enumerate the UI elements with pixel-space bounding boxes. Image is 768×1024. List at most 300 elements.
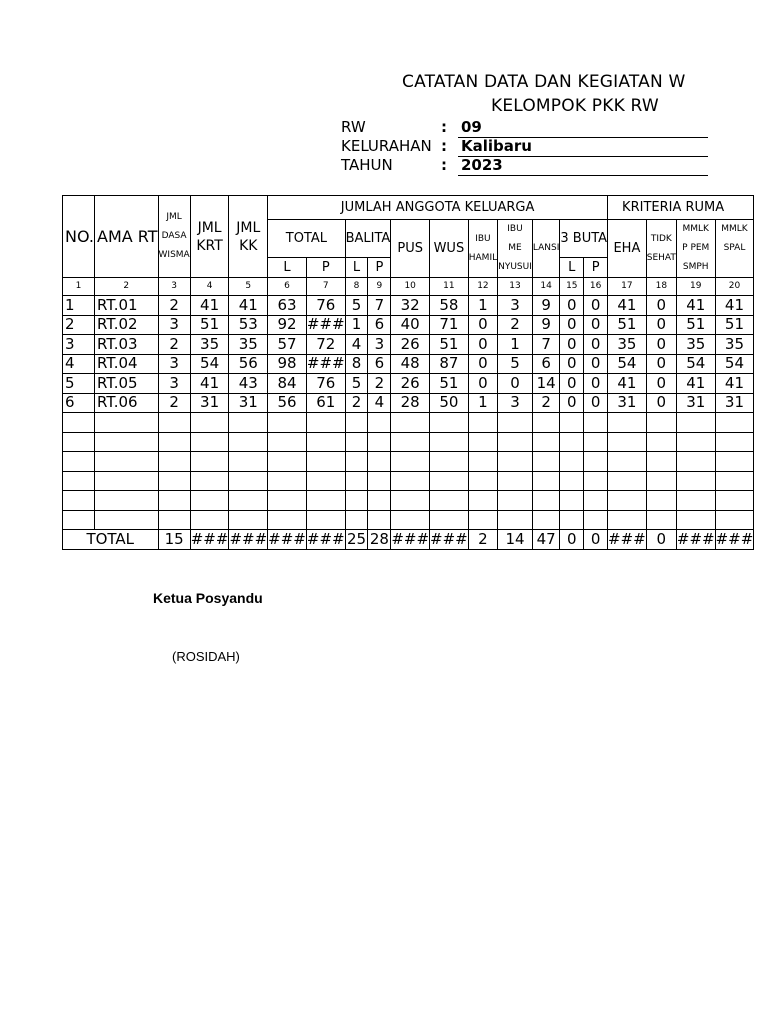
cell-kk: 41 (229, 296, 268, 316)
cell-tp: ### (306, 315, 345, 334)
cell-no: 4 (63, 354, 95, 374)
header-ibu-hamil (468, 220, 497, 278)
cell-hamil: 1 (468, 393, 497, 413)
empty-row (63, 432, 754, 452)
rw-colon: : (441, 118, 447, 136)
total-cell-hamil: 2 (468, 530, 497, 550)
header-balita-p: P (368, 257, 391, 277)
empty-cell (498, 413, 533, 433)
total-cell-tp: ### (306, 530, 345, 548)
tahun-colon: : (441, 156, 447, 174)
cell-wus: 51 (430, 374, 469, 394)
total-cell-spal: ### (715, 530, 754, 548)
cell-pem: 35 (676, 335, 715, 355)
empty-cell (560, 432, 584, 452)
header-ibu-menyusui-line2: ME (508, 243, 522, 253)
cell-pem: 54 (676, 354, 715, 374)
empty-cell (368, 491, 391, 511)
empty-cell (430, 491, 469, 511)
empty-cell (306, 452, 345, 472)
empty-cell (498, 510, 533, 530)
header-no: NO. (63, 196, 95, 278)
table-row (63, 335, 754, 355)
empty-row (63, 471, 754, 491)
cell-pem: 41 (676, 374, 715, 394)
header-3-buta: 3 BUTA (560, 220, 608, 258)
cell-bl3: 0 (560, 393, 584, 413)
cell-rt: RT.05 (95, 374, 159, 394)
cell-hamil: 0 (468, 354, 497, 374)
cell-sehat: 31 (608, 393, 647, 413)
header-mmlk-pem-line2: P PEM (682, 243, 710, 253)
cell-pus: 32 (391, 296, 430, 316)
cell-rt: RT.01 (95, 296, 159, 316)
empty-cell (95, 432, 159, 452)
cell-tsehat: 0 (646, 354, 676, 374)
cell-lansia: 2 (532, 393, 559, 413)
cell-lansia: 9 (532, 296, 559, 316)
header-balita: BALITA (345, 220, 391, 258)
empty-cell (95, 413, 159, 433)
cell-menyusui: 3 (498, 296, 533, 316)
header-balita-l: L (345, 257, 368, 277)
column-number: 5 (229, 278, 268, 296)
cell-tsehat: 0 (646, 296, 676, 316)
header-jml-krt-line1: JML (197, 219, 222, 236)
cell-bp: 6 (368, 354, 391, 374)
column-number: 9 (368, 278, 391, 296)
header-jml-kk-line2: KK (239, 237, 258, 254)
cell-pem: 51 (676, 315, 715, 335)
header-tidak-sehat-line1: TIDK (650, 233, 672, 244)
empty-cell (676, 432, 715, 452)
empty-cell (676, 413, 715, 433)
empty-cell (158, 510, 190, 530)
total-cell-krt: ### (190, 530, 229, 548)
table-row (63, 296, 754, 316)
empty-cell (345, 452, 368, 472)
table-row (63, 315, 754, 335)
cell-bl3: 0 (560, 374, 584, 394)
report-subtitle: KELOMPOK PKK RW (491, 96, 659, 116)
cell-spal: 41 (715, 374, 754, 394)
column-number: 17 (608, 278, 647, 296)
header-ibu-hamil-line1: IBU (475, 233, 491, 244)
empty-cell (368, 510, 391, 530)
column-number: 3 (158, 278, 190, 296)
cell-dasa: 2 (158, 335, 190, 355)
header-nama-rt: AMA RT (95, 196, 159, 278)
empty-cell (190, 510, 229, 530)
cell-bp: 2 (368, 374, 391, 394)
cell-spal: 54 (715, 354, 754, 374)
cell-no: 5 (63, 374, 95, 394)
empty-row (63, 452, 754, 472)
cell-lansia: 6 (532, 354, 559, 374)
cell-bp3: 0 (584, 315, 608, 335)
cell-sehat: 41 (608, 374, 647, 394)
header-mmlk-spal (715, 220, 754, 278)
column-number: 16 (584, 278, 608, 296)
cell-wus: 87 (430, 354, 469, 374)
table-row (63, 393, 754, 413)
header-wus: WUS (430, 220, 469, 278)
empty-cell (468, 510, 497, 530)
empty-cell (368, 471, 391, 491)
empty-cell (268, 491, 307, 511)
empty-cell (63, 471, 95, 491)
column-number: 11 (430, 278, 469, 296)
column-number: 20 (715, 278, 754, 296)
total-cell-tsehat: 0 (646, 530, 676, 550)
column-number: 10 (391, 278, 430, 296)
header-3buta-l: L (560, 257, 584, 277)
tahun-value: 2023 (461, 156, 503, 174)
empty-cell (715, 413, 754, 433)
cell-wus: 71 (430, 315, 469, 335)
empty-cell (345, 491, 368, 511)
total-cell-dasa: 15 (158, 530, 190, 550)
cell-bp3: 0 (584, 296, 608, 316)
total-cell-bl: 25 (346, 530, 367, 548)
empty-cell (190, 491, 229, 511)
cell-menyusui: 0 (498, 374, 533, 394)
empty-cell (468, 432, 497, 452)
cell-hamil: 0 (468, 335, 497, 355)
cell-bl: 5 (345, 374, 368, 394)
header-ibu-menyusui-line1: IBU (507, 224, 523, 234)
empty-cell (268, 510, 307, 530)
column-number: 8 (345, 278, 368, 296)
total-label: TOTAL (63, 530, 159, 550)
cell-rt: RT.02 (95, 315, 159, 335)
cell-bl: 5 (345, 296, 368, 316)
header-mmlk-spal-line1: MMLK (721, 224, 748, 234)
cell-wus: 50 (430, 393, 469, 413)
empty-row (63, 413, 754, 433)
header-ibu-menyusui-line3: NYUSUI (498, 262, 532, 272)
empty-cell (345, 510, 368, 530)
empty-cell (268, 432, 307, 452)
cell-bl3: 0 (560, 335, 584, 355)
header-jml-kk (229, 196, 268, 278)
empty-cell (190, 432, 229, 452)
cell-no: 2 (63, 315, 95, 335)
cell-krt: 41 (190, 296, 229, 316)
cell-bp: 3 (368, 335, 391, 355)
empty-cell (306, 510, 345, 530)
cell-bl: 2 (345, 393, 368, 413)
empty-cell (608, 491, 647, 511)
cell-pus: 26 (391, 374, 430, 394)
cell-sehat: 54 (608, 354, 647, 374)
cell-bp: 4 (368, 393, 391, 413)
empty-cell (715, 432, 754, 452)
header-jml-krt-line2: KRT (196, 237, 223, 254)
total-cell-pem: ### (676, 530, 715, 548)
empty-cell (584, 413, 608, 433)
empty-cell (676, 452, 715, 472)
cell-bp: 7 (368, 296, 391, 316)
cell-bl: 1 (345, 315, 368, 335)
empty-cell (468, 491, 497, 511)
column-number: 12 (468, 278, 497, 296)
header-sehat: EHA (608, 220, 647, 278)
cell-krt: 54 (190, 354, 229, 374)
empty-cell (676, 510, 715, 530)
empty-cell (646, 432, 676, 452)
table-row (63, 354, 754, 374)
empty-cell (468, 471, 497, 491)
empty-cell (430, 432, 469, 452)
cell-sehat: 41 (608, 296, 647, 316)
empty-cell (646, 491, 676, 511)
empty-cell (391, 413, 430, 433)
cell-rt: RT.06 (95, 393, 159, 413)
cell-kk: 35 (229, 335, 268, 355)
header-mmlk-pem-line3: SMPH (682, 262, 709, 272)
cell-menyusui: 3 (498, 393, 533, 413)
empty-cell (229, 491, 268, 511)
cell-bl: 8 (345, 354, 368, 374)
empty-cell (158, 452, 190, 472)
header-jml-kk-line1: JML (236, 219, 261, 236)
cell-bp3: 0 (584, 354, 608, 374)
cell-bl3: 0 (560, 296, 584, 316)
header-mmlk-spal-line2: SPAL (723, 243, 746, 253)
report-title: CATATAN DATA DAN KEGIATAN W (402, 72, 686, 92)
cell-tsehat: 0 (646, 393, 676, 413)
cell-bp: 6 (368, 315, 391, 335)
cell-spal: 31 (715, 393, 754, 413)
cell-bl3: 0 (560, 354, 584, 374)
empty-cell (646, 413, 676, 433)
empty-cell (190, 471, 229, 491)
empty-cell (158, 432, 190, 452)
empty-cell (608, 452, 647, 472)
empty-row (63, 510, 754, 530)
cell-tsehat: 0 (646, 315, 676, 335)
total-cell-pus: ### (391, 530, 430, 548)
cell-kk: 43 (229, 374, 268, 394)
header-jml-dasa-line2: DASA (161, 231, 187, 241)
table-row (63, 374, 754, 394)
empty-cell (430, 452, 469, 472)
cell-sehat: 35 (608, 335, 647, 355)
header-kriteria-rumah: KRITERIA RUMA (608, 196, 754, 220)
signature-title: Ketua Posyandu (153, 590, 263, 606)
cell-tl: 57 (268, 335, 307, 355)
empty-cell (646, 471, 676, 491)
empty-cell (532, 471, 559, 491)
cell-dasa: 2 (158, 393, 190, 413)
header-jml-dasa-wisma (158, 196, 190, 278)
cell-wus: 58 (430, 296, 469, 316)
empty-cell (584, 510, 608, 530)
empty-cell (468, 452, 497, 472)
rw-label: RW (341, 118, 366, 136)
cell-krt: 51 (190, 315, 229, 335)
total-cell-bl3: 0 (560, 530, 584, 550)
empty-cell (560, 452, 584, 472)
empty-cell (391, 432, 430, 452)
cell-hamil: 0 (468, 315, 497, 335)
cell-tl: 63 (268, 296, 307, 316)
header-jumlah-anggota-keluarga: JUMLAH ANGGOTA KELUARGA (268, 196, 608, 220)
tahun-label: TAHUN (341, 156, 393, 174)
header-lansia: LANSI (532, 220, 559, 278)
empty-cell (229, 432, 268, 452)
empty-cell (498, 432, 533, 452)
empty-cell (306, 432, 345, 452)
empty-cell (368, 432, 391, 452)
empty-cell (608, 510, 647, 530)
cell-tp: 72 (306, 335, 345, 355)
cell-wus: 51 (430, 335, 469, 355)
empty-cell (190, 413, 229, 433)
signature-name: (ROSIDAH) (172, 649, 240, 664)
cell-kk: 31 (229, 393, 268, 413)
header-total: TOTAL (268, 220, 345, 258)
empty-cell (676, 491, 715, 511)
cell-tl: 92 (268, 315, 307, 335)
cell-dasa: 3 (158, 374, 190, 394)
empty-cell (498, 491, 533, 511)
cell-dasa: 3 (158, 315, 190, 335)
empty-cell (430, 413, 469, 433)
empty-cell (229, 452, 268, 472)
cell-krt: 41 (190, 374, 229, 394)
header-tidak-sehat-line2: SEHAT (646, 252, 676, 263)
total-cell-tl: ### (268, 530, 306, 548)
empty-cell (608, 471, 647, 491)
empty-cell (715, 491, 754, 511)
cell-bp3: 0 (584, 374, 608, 394)
empty-cell (345, 471, 368, 491)
rw-value: 09 (461, 118, 482, 136)
cell-lansia: 7 (532, 335, 559, 355)
cell-lansia: 9 (532, 315, 559, 335)
empty-cell (63, 510, 95, 530)
empty-cell (608, 413, 647, 433)
empty-cell (95, 491, 159, 511)
total-cell-kk: ### (229, 530, 268, 548)
cell-tp: 76 (306, 374, 345, 394)
empty-cell (430, 471, 469, 491)
empty-cell (430, 510, 469, 530)
header-3buta-p: P (584, 257, 608, 277)
empty-cell (306, 471, 345, 491)
empty-cell (498, 452, 533, 472)
column-number: 13 (498, 278, 533, 296)
total-cell-bp: 28 (369, 530, 389, 548)
cell-no: 3 (63, 335, 95, 355)
empty-cell (63, 432, 95, 452)
empty-cell (584, 491, 608, 511)
empty-cell (646, 510, 676, 530)
empty-cell (532, 491, 559, 511)
empty-cell (63, 413, 95, 433)
header-mmlk-pem-line1: MMLK (682, 224, 709, 234)
kelurahan-colon: : (441, 137, 447, 155)
empty-cell (532, 413, 559, 433)
header-mmlk-pem-smph (676, 220, 715, 278)
tahun-underline (458, 175, 708, 176)
empty-cell (715, 471, 754, 491)
cell-spal: 35 (715, 335, 754, 355)
empty-cell (268, 471, 307, 491)
kelurahan-label: KELURAHAN (341, 137, 432, 155)
cell-kk: 56 (229, 354, 268, 374)
cell-kk: 53 (229, 315, 268, 335)
header-tidak-sehat (646, 220, 676, 278)
cell-menyusui: 2 (498, 315, 533, 335)
column-number: 18 (646, 278, 676, 296)
cell-bp3: 0 (584, 335, 608, 355)
empty-cell (532, 432, 559, 452)
cell-pem: 41 (676, 296, 715, 316)
cell-krt: 31 (190, 393, 229, 413)
cell-tp: ### (306, 354, 345, 373)
total-cell-sehat: ### (608, 530, 646, 548)
cell-spal: 41 (715, 296, 754, 316)
empty-cell (391, 491, 430, 511)
header-total-p: P (306, 257, 345, 277)
column-number: 15 (560, 278, 584, 296)
cell-pus: 26 (391, 335, 430, 355)
header-ibu-hamil-line2: HAMIL (468, 252, 498, 263)
cell-bp3: 0 (584, 393, 608, 413)
cell-lansia: 14 (532, 374, 559, 394)
empty-cell (95, 471, 159, 491)
cell-rt: RT.04 (95, 354, 159, 374)
cell-dasa: 3 (158, 354, 190, 374)
header-ibu-menyusui (498, 220, 533, 278)
empty-cell (560, 491, 584, 511)
cell-tsehat: 0 (646, 335, 676, 355)
empty-cell (560, 510, 584, 530)
empty-cell (676, 471, 715, 491)
empty-cell (560, 413, 584, 433)
cell-no: 1 (63, 296, 95, 316)
cell-hamil: 1 (468, 296, 497, 316)
column-number: 2 (95, 278, 159, 296)
empty-cell (229, 413, 268, 433)
cell-pus: 40 (391, 315, 430, 335)
empty-cell (368, 452, 391, 472)
total-cell-wus: ### (430, 530, 468, 548)
empty-cell (158, 413, 190, 433)
empty-row (63, 491, 754, 511)
empty-cell (391, 452, 430, 472)
cell-tp: 61 (306, 393, 345, 413)
total-cell-lansia: 47 (532, 530, 559, 550)
column-number: 1 (63, 278, 95, 296)
cell-pus: 28 (391, 393, 430, 413)
empty-cell (715, 510, 754, 530)
cell-menyusui: 1 (498, 335, 533, 355)
column-number: 14 (532, 278, 559, 296)
empty-cell (190, 452, 229, 472)
total-cell-bp3: 0 (584, 530, 608, 550)
empty-cell (646, 452, 676, 472)
empty-cell (306, 413, 345, 433)
empty-cell (391, 471, 430, 491)
empty-cell (63, 491, 95, 511)
cell-tl: 56 (268, 393, 307, 413)
empty-cell (95, 452, 159, 472)
cell-krt: 35 (190, 335, 229, 355)
